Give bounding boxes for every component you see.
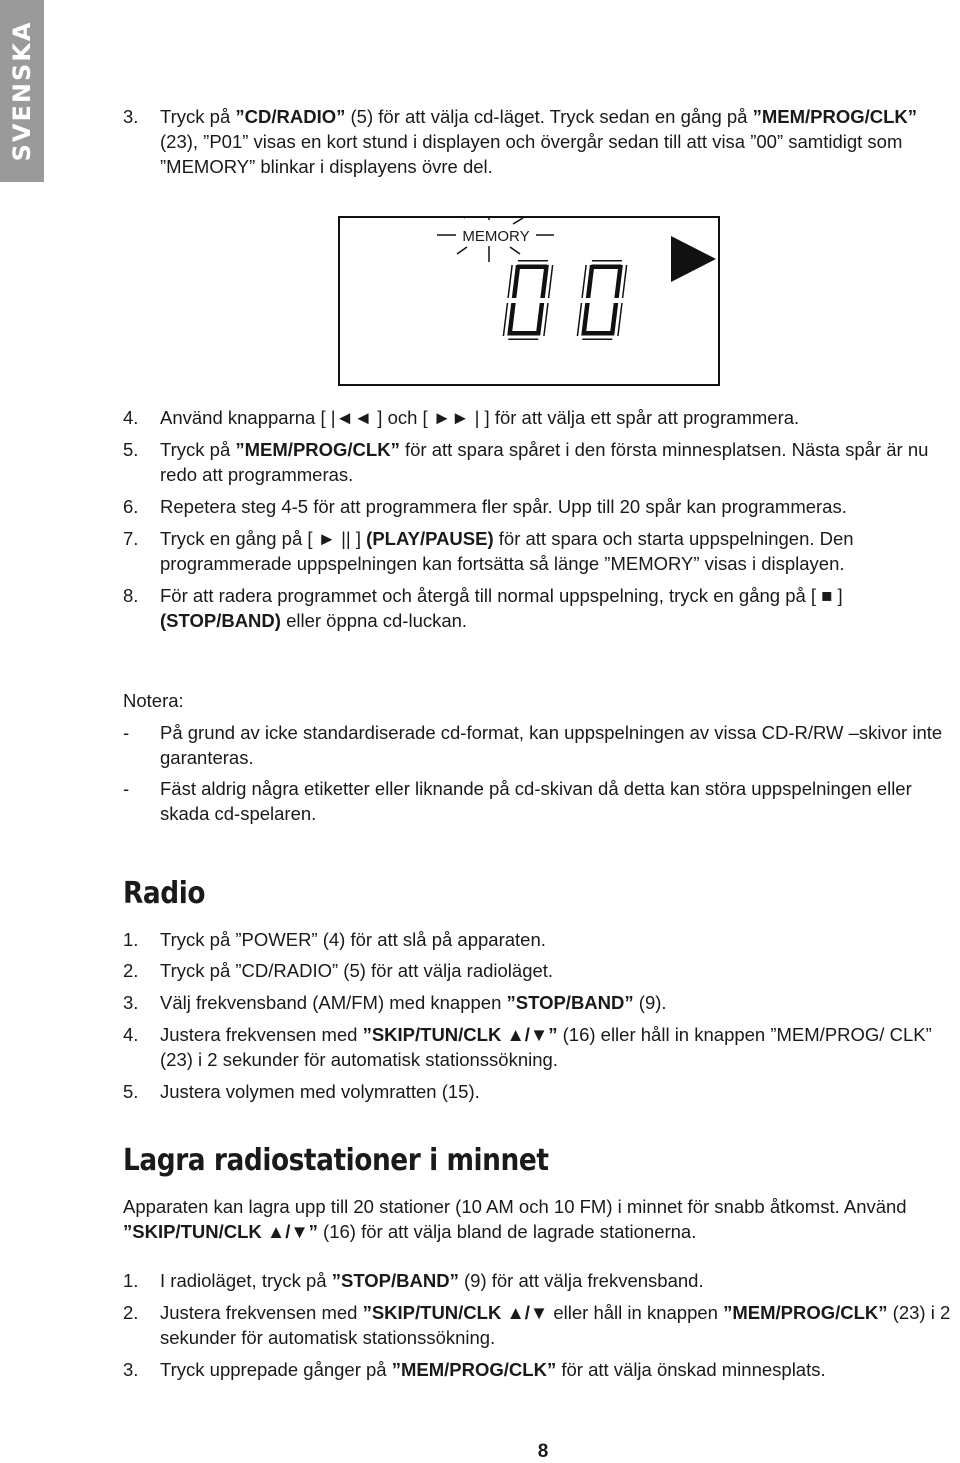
step-number: 3. xyxy=(123,1359,139,1380)
step-text: Tryck på ”CD/RADIO” (5) för att välja radioläget. xyxy=(160,960,554,981)
step-number: 5. xyxy=(123,1081,139,1102)
step-number: 3. xyxy=(123,106,139,127)
step-number: 2. xyxy=(123,1302,139,1323)
step-text: Tryck på ”CD/RADIO” (5) för att välja cd-läget. Tryck sedan en gång på ”MEM/PROG/CLK” (23), ”P01” visas en kort stund i displayen och övergår sedan till att visa ”00” samtidigt som ”MEMORY” blinkar i displayens övre del. xyxy=(160,106,918,177)
store-intro: Apparaten kan lagra upp till 20 stationer (10 AM och 10 FM) i minnet för snabb åtkomst. Använd ”SKIP/TUN/CLK ▲/▼” (16) för att välja bland de lagrade stationerna. xyxy=(123,1196,907,1242)
step-number: 6. xyxy=(123,496,139,517)
note-text: På grund av icke standardiserade cd-format, kan uppspelningen av vissa CD-R/RW –skivor inte garanteras. xyxy=(160,722,943,768)
language-tab-label: SVENSKA xyxy=(8,20,36,162)
step-number: 1. xyxy=(123,929,139,950)
step-text: Repetera steg 4-5 för att programmera fler spår. Upp till 20 spår kan programmeras. xyxy=(160,496,847,517)
step-text: Justera volymen med volymratten (15). xyxy=(160,1081,480,1102)
step-text: Tryck på ”POWER” (4) för att slå på apparaten. xyxy=(160,929,546,950)
digit-zero-2 xyxy=(576,260,628,340)
memory-indicator: MEMORY xyxy=(462,228,530,245)
step-text: Tryck på ”MEM/PROG/CLK” för att spara spåret i den första minnesplatsen. Nästa spår är nu redo att programmeras. xyxy=(160,439,929,485)
seven-segment-digits xyxy=(502,260,628,340)
note-title: Notera: xyxy=(123,690,184,711)
step-number: 5. xyxy=(123,439,139,460)
note-bullet: - xyxy=(123,722,130,743)
step-number: 4. xyxy=(123,407,139,428)
step-text: I radioläget, tryck på ”STOP/BAND” (9) för att välja frekvensband. xyxy=(160,1270,704,1291)
play-triangle-icon xyxy=(671,236,716,282)
digit-zero-1 xyxy=(502,260,554,340)
lcd-display-graphic xyxy=(340,218,718,384)
language-tab xyxy=(0,0,44,182)
note-bullet: - xyxy=(123,778,130,799)
step-number: 7. xyxy=(123,528,139,549)
step-number: 1. xyxy=(123,1270,139,1291)
step-text: Tryck en gång på [ ► || ] (PLAY/PAUSE) för att spara och starta uppspelningen. Den programmerade uppspelningen kan fortsätta så länge ”MEMORY” visas i displayen. xyxy=(160,528,854,574)
step-number: 3. xyxy=(123,992,139,1013)
step-number: 2. xyxy=(123,960,139,981)
lcd-display-illustration xyxy=(338,216,720,386)
radio-heading: Radio xyxy=(123,876,206,911)
step-number: 4. xyxy=(123,1024,139,1045)
step-text: Välj frekvensband (AM/FM) med knappen ”STOP/BAND” (9). xyxy=(160,992,667,1013)
page-number: 8 xyxy=(537,1441,549,1462)
step-text: För att radera programmet och återgå till normal uppspelning, tryck en gång på [ ■ ] (STOP/BAND) eller öppna cd-luckan. xyxy=(160,585,843,631)
note-text: Fäst aldrig några etiketter eller liknande på cd-skivan då detta kan störa uppspelningen eller skada cd-spelaren. xyxy=(160,778,912,824)
store-stations-heading: Lagra radiostationer i minnet xyxy=(123,1143,549,1178)
step-text: Justera frekvensen med ”SKIP/TUN/CLK ▲/▼ eller håll in knappen ”MEM/PROG/CLK” (23) i 2 sekunder för automatisk stationssökning. xyxy=(160,1302,951,1348)
step-text: Tryck upprepade gånger på ”MEM/PROG/CLK” för att välja önskad minnesplats. xyxy=(160,1359,826,1380)
step-text: Använd knapparna [ |◄◄ ] och [ ►► | ] för att välja ett spår att programmera. xyxy=(160,407,800,428)
step-text: Justera frekvensen med ”SKIP/TUN/CLK ▲/▼” (16) eller håll in knappen ”MEM/PROG/ CLK” (23) i 2 sekunder för automatisk stationssökning. xyxy=(160,1024,932,1070)
step-number: 8. xyxy=(123,585,139,606)
